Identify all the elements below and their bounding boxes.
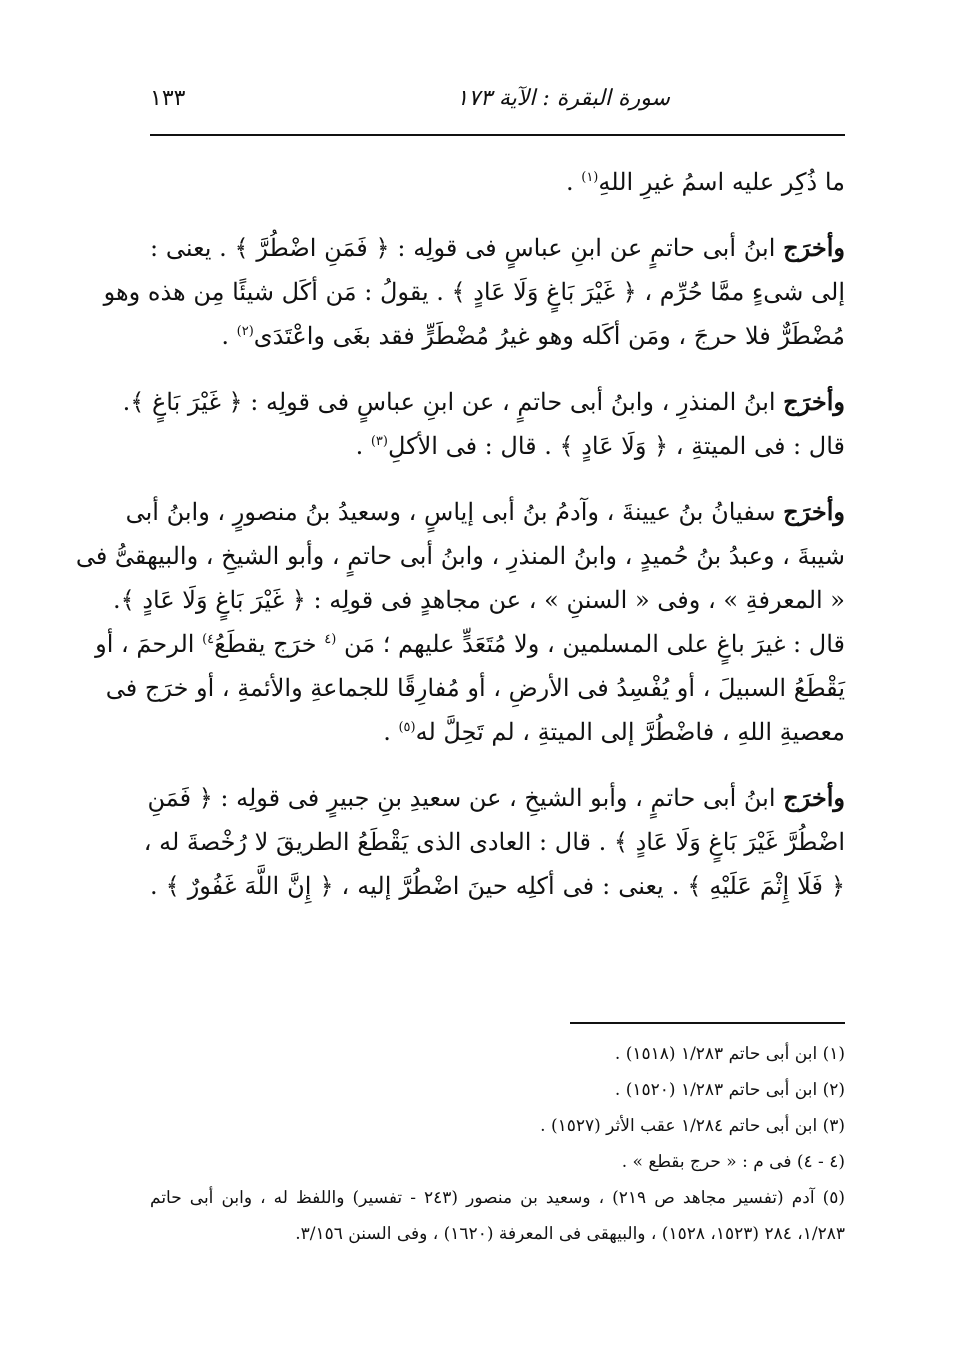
footnotes <box>150 1036 845 1252</box>
footnote-ref[interactable]: (٣) <box>370 434 388 449</box>
paragraph-5 <box>143 776 846 908</box>
footnote-divider <box>570 1022 845 1024</box>
footnote: (٣) ابن أبى حاتم ١/٢٨٤ عقب الأثر (١٥٢٧) . <box>540 1116 845 1136</box>
text-line: وأخرَج سفيانُ بنُ عيينةَ ، وآدمُ بنُ أبى إياسٍ ، وسعيدُ بنُ منصورٍ ، وابنُ أبى <box>125 497 845 526</box>
text-line: وأخرَج ابنُ أبى حاتمٍ عن ابنِ عباسٍ فى قولِه : ﴿ فَمَنِ اضْطُرَّ ﴾ . يعنى : <box>150 233 845 262</box>
keyword-akhraja: وأخرَج <box>783 387 845 416</box>
text-line: وأخرَج ابنُ أبى حاتمٍ ، وأبو الشيخِ ، عن سعيدِ بنِ جبيرٍ فى قولِه : ﴿ فَمَنِ <box>147 783 845 812</box>
footnote-ref[interactable]: (٢) <box>236 324 254 339</box>
text-line: « المعرفةِ » ، وفى « السننِ » ، عن مجاهدٍ فى قولِه : ﴿ غَيْرَ بَاغٍ وَلَا عَادٍ ﴾. <box>113 586 845 614</box>
header-divider <box>150 134 845 136</box>
text-line: معصيةِ اللهِ ، فاضْطُرَّ إلى الميتةِ ، لم تَحِلَّ له$^{(٥)}$ . <box>383 718 845 746</box>
text-line: قال : غيرَ باغٍ على المسلمين ، ولا مُتَعَدٍّ عليهم ؛ مَن $^{(٤}$ خرَج يقطَعُ$^{٤)}$ الرحمَ ، أو <box>95 630 845 658</box>
text-line: ما ذُكِر عليه اسمُ غيرِ اللهِ$^{(١)}$ . <box>565 168 845 196</box>
footnote-ref[interactable]: (٥) <box>398 720 416 735</box>
keyword-akhraja: وأخرَج <box>783 783 845 812</box>
main-text <box>75 160 846 930</box>
footnote: (١) ابن أبى حاتم ١/٢٨٣ (١٥١٨) . <box>614 1044 845 1064</box>
header-title: سورة البقرة : الآية ١٧٣ <box>456 86 670 111</box>
keyword-akhraja: وأخرَج <box>783 233 845 262</box>
footnote-ref[interactable]: (٤ <box>324 632 337 647</box>
footnote-ref[interactable]: (١) <box>581 170 599 185</box>
footnote-ref[interactable]: ٤) <box>202 632 215 647</box>
running-header <box>150 80 850 120</box>
page-number: ١٣٣ <box>150 86 186 111</box>
text-line: ﴿ فَلَا إِثْمَ عَلَيْهِ ﴾ . يعنى : فى أكلِه حينَ اضْطُرَّ إليه ، ﴿ إِنَّ اللَّهَ غَفُورٌ ﴾ . <box>150 872 846 900</box>
text-line: مُضْطَرٌّ فلا حرجَ ، ومَن أكَله وهو غيرُ مُضْطَرٍّ فقد بغَى واعْتَدَى$^{(٢)}$ . <box>221 322 845 350</box>
paragraph-1 <box>150 160 845 204</box>
text-line: شيبةَ ، وعبدُ بنُ حُميدٍ ، وابنُ المنذرِ ، وابنُ أبى حاتمٍ ، وأبو الشيخِ ، والبيهقىُّ فى <box>75 542 845 570</box>
text-line: يَقْطَعُ السبيلَ ، أو يُفْسِدُ فى الأرضِ ، أو مُفارِقًا للجماعةِ والأئمةِ ، أو خرَج فى <box>105 674 845 702</box>
paragraph-2 <box>103 226 845 358</box>
text-line: اضْطُرَّ غَيْرَ بَاغٍ وَلَا عَادٍ ﴾ . قال : العادى الذى يَقْطَعُ الطريقَ لا رُخْصةَ له ، <box>143 828 845 856</box>
footnote: ١/٢٨٣، ٢٨٤ (١٥٢٣، ١٥٢٨) ، والبيهقى فى المعرفة (١٦٢٠) ، وفى السنن ٣/١٥٦. <box>295 1224 845 1244</box>
footnote: (٢) ابن أبى حاتم ١/٢٨٣ (١٥٢٠) . <box>614 1080 845 1100</box>
footnote: (٥) آدم (تفسير مجاهد ص ٢١٩) ، وسعيد بن منصور (٢٤٣ - تفسير) واللفظ له ، وابن أبى حاتم <box>150 1188 846 1208</box>
text-line: وأخرَج ابنُ المنذرِ ، وابنُ أبى حاتمٍ ، عن ابنِ عباسٍ فى قولِه : ﴿ غَيْرَ بَاغٍ ﴾. <box>122 387 845 416</box>
footnote: (٤ - ٤) فى م : « حرج بقطع » . <box>621 1152 845 1172</box>
keyword-akhraja: وأخرَج <box>783 497 845 526</box>
text-line: إلى شىءٍ ممَّا حُرِّم ، ﴿ غَيْرَ بَاغٍ وَلَا عَادٍ ﴾ . يقولُ : مَن أكَل شيئًا مِن هذه وهو <box>103 278 845 306</box>
paragraph-4 <box>75 490 845 754</box>
text-line: قال : فى الميتةِ ، ﴿ وَلَا عَادٍ ﴾ . قال : فى الأكلِ$^{(٣)}$ . <box>355 432 845 460</box>
paragraph-3 <box>122 380 845 468</box>
